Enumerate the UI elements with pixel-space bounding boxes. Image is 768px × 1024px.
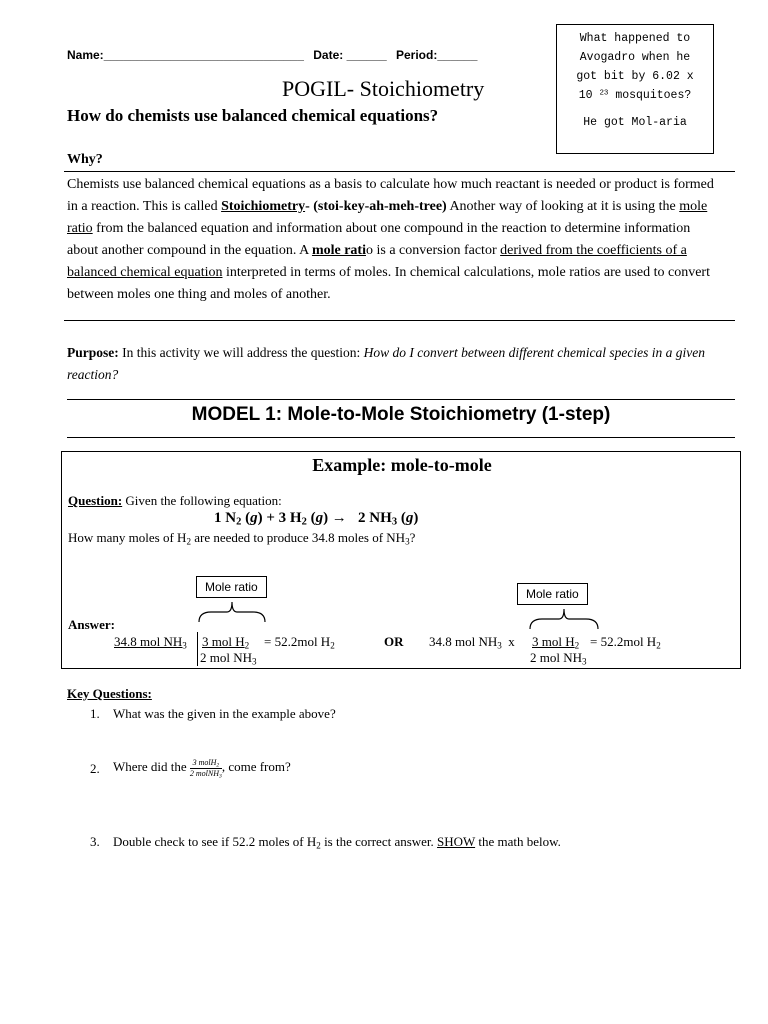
- joke-answer: He got Mol-aria: [583, 116, 687, 129]
- example-question: Question: Given the following equation:: [68, 493, 282, 508]
- period-label: Period:______: [396, 48, 478, 62]
- example-title: Example: mole-to-mole: [312, 455, 492, 475]
- purpose-paragraph: Purpose: In this activity we will address the question: How do I convert between different chemical species in a given reaction?: [67, 345, 705, 382]
- calc-ratio-num-left: 3 mol $H_2$: [202, 634, 250, 651]
- question-3: Double check to see if 52.2 moles of $H_2$ is the correct answer. SHOW the math below.: [113, 834, 561, 851]
- why-heading: Why?: [67, 152, 103, 167]
- calc-result-left: = 52.2mol $H_2$: [264, 634, 335, 651]
- joke-line: got bit by 6.02 x: [576, 70, 694, 83]
- calc-result-right: = 52.2mol $H_2$: [590, 634, 661, 651]
- answer-label: Answer:: [68, 617, 115, 632]
- grid-line: [197, 632, 198, 666]
- question-1-number: 1.: [90, 706, 100, 721]
- divider: [64, 320, 735, 321]
- key-questions-heading: Key Questions:: [67, 686, 152, 701]
- or-label: OR: [384, 634, 404, 649]
- question-3-number: 3.: [90, 834, 100, 849]
- divider: [67, 437, 735, 438]
- stoichiometry-term: Stoichiometry: [221, 199, 306, 214]
- example-ask: How many moles of $H_2$ are needed to produce 34.8 moles of $NH_3$?: [68, 530, 416, 547]
- mole-ratio-label: Mole ratio: [196, 576, 267, 598]
- joke-line: 10 $^{23}$ mosquitoes?: [578, 89, 692, 102]
- question-1: What was the given in the example above?: [113, 706, 336, 721]
- ratio-fraction: $\frac{3 molH_2}{2 molNH_3}$: [189, 757, 222, 779]
- why-paragraph: Chemists use balanced chemical equations as a basis to calculate how much reactant is needed or product is formed in a reaction. This is called Stoichiometry- (stoi-key-ah-meh-tree) Another way of looking at it is using the mole ratio from the balanced equation and information about one compound in the reaction to determine information about another compound in the equation. A mole ratio is a conversion factor derived from the coefficients of a balanced chemical equation interpreted in terms of moles. In chemical calculations, mole ratios are used to convert between moles one thing and moles of another.: [67, 177, 714, 302]
- main-question: How do chemists use balanced chemical equations?: [67, 106, 439, 125]
- brace-icon: [528, 605, 600, 631]
- calc-ratio-num-right: 3 mol $H_2$: [532, 634, 580, 651]
- brace-icon: [197, 598, 267, 624]
- calc-ratio-den-right: 2 mol $NH_3$: [530, 650, 587, 667]
- name-label: Name:______________________________: [67, 48, 304, 62]
- calc-ratio-den-left: 2 mol $NH_3$: [200, 650, 257, 667]
- page-title: POGIL- Stoichiometry: [282, 76, 485, 101]
- question-2: Where did the $\frac{3 molH_2}{2 molNH_3}$ , come from?: [113, 757, 291, 779]
- joke-line: What happened to: [579, 32, 691, 45]
- date-label: Date: ______: [313, 48, 387, 62]
- divider: [64, 171, 735, 172]
- model-title: MODEL 1: Mole-to-Mole Stoichiometry (1-step): [191, 404, 611, 425]
- header-fields: [67, 48, 483, 62]
- chemical-equation: 1 $N_2$ (g) + 3 $H_2$ (g) → 2 $NH_3$ (g): [214, 510, 419, 528]
- example-box: [61, 451, 741, 669]
- question-2-number: 2.: [90, 761, 100, 776]
- calc-given-left: 34.8 mol $NH_3$: [114, 634, 187, 651]
- mole-ratio-label: Mole ratio: [517, 583, 588, 605]
- joke-box: [556, 24, 714, 154]
- divider: [67, 399, 735, 400]
- calc-given-right: 34.8 mol $NH_3$ x: [429, 634, 515, 651]
- joke-line: Avogadro when he: [579, 51, 691, 64]
